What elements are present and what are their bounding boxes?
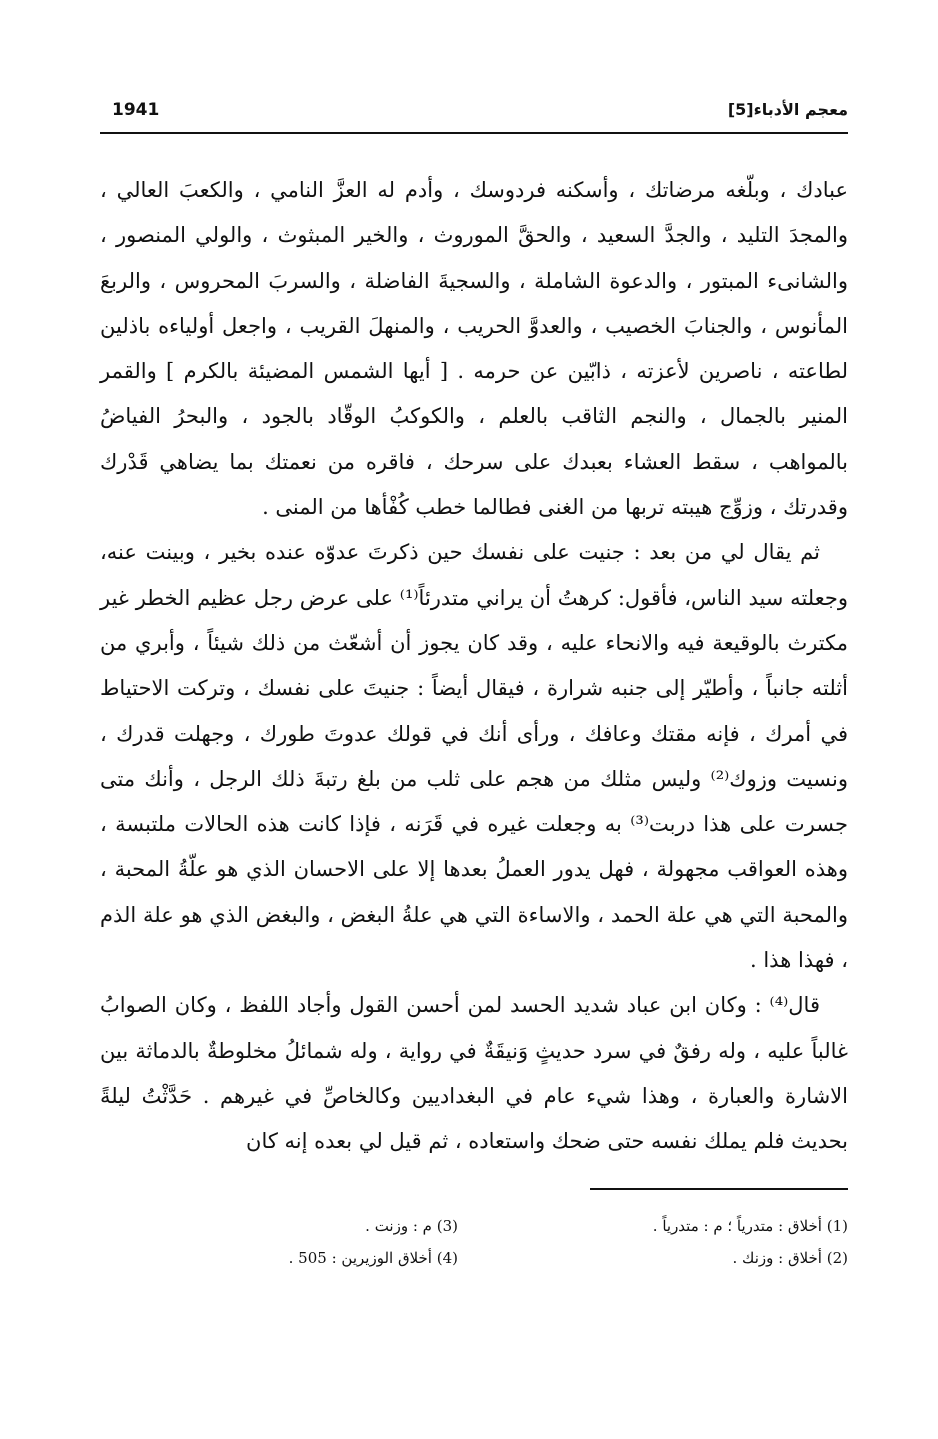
paragraph: قال⁽⁴⁾ : وكان ابن عباد شديد الحسد لمن أحسن القول وأجاد اللفظ ، وكان الصوابُ غالباً عليه ، وله رفقٌ في سرد حديثٍ وَنيقَةٌ في رواية ، وله شمائلُ مخلوطةٌ بالدماثة بين الاشارة والعبارة ، وهذا شيء عام في البغداديين وكالخاصِّ في غيرهم . حَدَّثْتُ ليلةً بحديث فلم يملك نفسه حتى ضحك واستعاده ، ثم قيل لي بعده إنه كان [100,993,848,1154]
footnote: (1) أخلاق : متدرياً ؛ م : متدرياً . [652,1217,848,1235]
main-text [100,168,848,1165]
footnote: (2) أخلاق : وزنك . [732,1249,848,1267]
page-number: 1941 [112,100,160,120]
footnote-divider [590,1188,848,1190]
paragraph: عبادك ، وبلّغه مرضاتك ، وأسكنه فردوسك ، وأدم له العزَّ النامي ، والكعبَ العالي ، والمجدَ التليد ، والجدَّ السعيد ، والحقَّ الموروث ، والخير المبثوث ، والولي المنصور ، والشانىء المبتور ، والدعوة الشاملة ، والسجيةَ الفاضلة ، والسربَ المحروس ، والربعَ المأنوس ، والجنابَ الخصيب ، والعدوَّ الحريب ، والمنهلَ القريب ، واجعل أولياءه باذلين لطاعته ، ناصرين لأعزته ، ذابّين عن حرمه . [ أيها الشمس المضيئة بالكرم ] والقمر المنير بالجمال ، والنجم الثاقب بالعلم ، والكوكبُ الوقّاد بالجود ، والبحرُ الفياضُ بالمواهب ، سقط العشاء بعبدك على سرحك ، فاقره من نعمتك بما يضاهي قَدْرك وقدرتك ، وزوِّج هيبته تربها من الغنى فطالما خطب كُفْأها من المنى . [100,178,848,520]
page-header [100,98,848,126]
paragraph: ثم يقال لي من بعد : جنيت على نفسك حين ذكرتَ عدوّه عنده بخير ، وبينت عنه، وجعلته سيد الناس، فأقول: كرهتُ أن يراني متدرئاً⁽¹⁾ على عرض رجل عظيم الخطر غير مكترث بالوقيعة فيه والانحاء عليه ، وقد كان يجوز أن أشعّث من ذلك شيئاً ، وأبري من أثلته جانباً ، وأطيّر إلى جنبه شرارة ، فيقال أيضاً : جنيتَ على نفسك ، وتركت الاحتياط في أمرك ، فإنه مقتك وعافك ، ورأى أنك في قولك عدوتَ طورك ، وجهلت قدرك ، ونسيت وزوك⁽²⁾ وليس مثلك من هجم على ثلب من بلغ رتبةَ ذلك الرجل ، وأنك متى جسرت على هذا دربت⁽³⁾ به وجعلت غيره في قَرَنه ، فإذا كانت هذه الحالات ملتبسة ، وهذه العواقب مجهولة ، فهل يدور العملُ بعدها إلا على الاحسان الذي هو علّةُ المحبة ، والمحبة التي هي علة الحمد ، والاساءة التي هي علةُ البغض ، والبغض الذي هو علة الذم ، فهذا هذا . [100,540,848,973]
footnotes-left-column [218,1210,458,1274]
footnote: (4) أخلاق الوزيرين : 505 . [288,1249,458,1267]
footnote: (3) م : وزنت . [365,1217,458,1235]
header-divider [100,132,848,134]
footnotes-right-column [568,1210,848,1274]
book-title: معجم الأدباء[5] [727,100,848,119]
